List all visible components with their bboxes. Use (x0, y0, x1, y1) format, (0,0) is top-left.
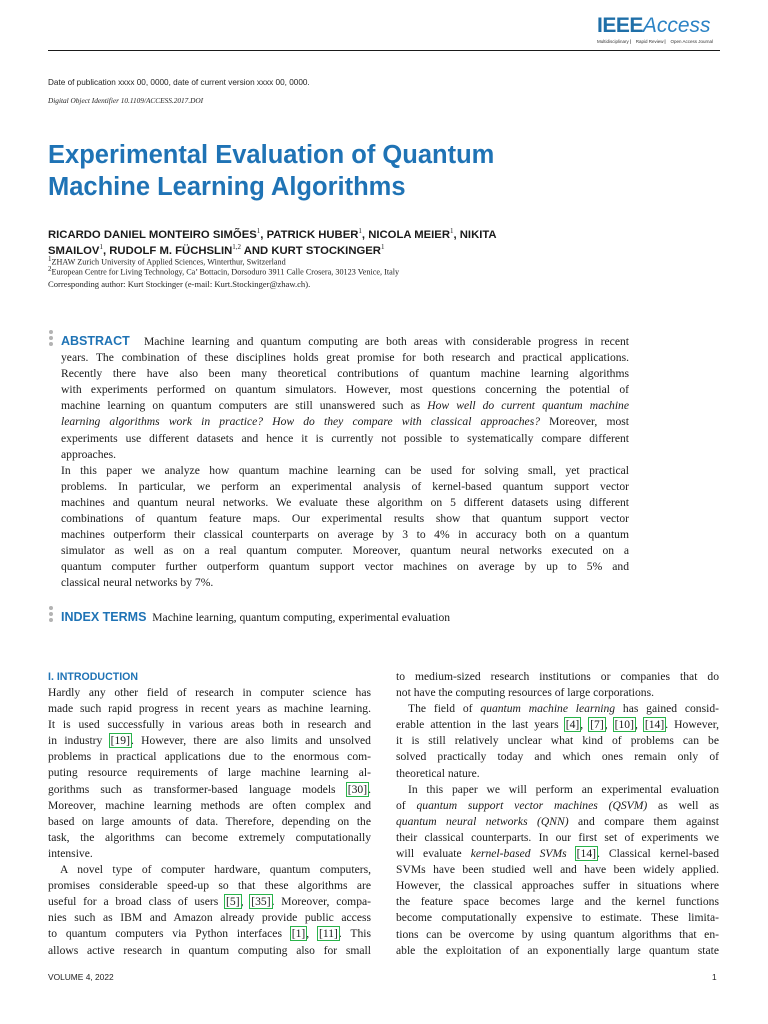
body-line: theoretical nature. (396, 766, 480, 780)
right-column (396, 669, 719, 959)
paper-title (48, 139, 708, 203)
citation-link[interactable]: [5] (226, 895, 240, 909)
citation-link[interactable]: [35] (251, 895, 271, 909)
body-line: Hardly any other field of research in computer science has (48, 686, 371, 699)
abstract-line: years. The combination of these disciplines holds great promise for both research and practical applications. (61, 351, 629, 365)
citation-link[interactable]: [14] (644, 718, 665, 732)
section-heading-introduction: I. INTRODUCTION (48, 671, 139, 683)
citation-link[interactable]: [4] (565, 718, 580, 732)
abstract-line: with experiments performed on quantum simulators. However, most questions concerning the potential of (61, 383, 629, 397)
abstract-line: simulator as well as on a real quantum computer. Moreover, quantum neural networks executed on a (61, 544, 629, 558)
body-line: puting resource requirements of large machine learning al- (48, 766, 371, 780)
body-line: in industry [19]. However, there are also limits and unsolved (48, 734, 371, 748)
body-line: task, the algorithms can become extremely computationally (48, 830, 371, 844)
body-line: promises considerable speed-up so that these algorithms are (48, 879, 371, 893)
body-line: It is used successfully in various areas both in research and (48, 718, 371, 732)
authors-line-1: RICARDO DANIEL MONTEIRO SIMÕES$^1$, PATRICK HUBER$^1$, NICOLA MEIER$^1$, NIKITA (48, 227, 497, 241)
header-divider (48, 50, 720, 51)
journal-logo (597, 14, 717, 48)
body-line: it is still relatively unclear what kind of problems can be (396, 734, 719, 748)
citation-link[interactable]: [11] (319, 927, 338, 941)
index-terms-text: Machine learning, quantum computing, experimental evaluation (152, 611, 451, 624)
title-line-1: Experimental Evaluation of Quantum (48, 141, 495, 169)
left-column (48, 685, 371, 959)
abstract-line: machines outperform their classical counterparts on average by 3 to 4% in accuracy both on a quantum (61, 528, 629, 542)
index-terms-marker-icon (49, 606, 54, 624)
citation-link[interactable]: [7] (590, 718, 604, 732)
abstract-line: machine learning on quantum computers are still unanswered such as How well do current quantum machine (61, 399, 629, 413)
citation-link[interactable]: [1] (291, 927, 306, 941)
affiliation-1: $^1$ZHAW Zurich University of Applied Sciences, Winterthur, Switzerland (48, 255, 286, 267)
body-line: able the exploitation of an exponentially large quantum state (396, 943, 719, 957)
body-line: the feature space becomes large and the kernel functions (396, 895, 719, 909)
logo-tagline: Multidisciplinary ⎸ Rapid Review ⎸ Open Access Journal (597, 39, 714, 44)
body-line: made such rapid progress in recent years as machine learning. (48, 702, 371, 716)
body-line: allows active research in quantum computing also for small (48, 943, 371, 957)
body-line: will evaluate kernel-based SVMs [14]. Classical kernel-based (396, 847, 719, 861)
logo-wordmark: IEEEAccess (597, 14, 711, 37)
abstract-line: learning algorithms work in practice? How do they compare with classical approaches? Moreover, most (61, 415, 629, 429)
citation-link[interactable]: [19] (110, 734, 130, 748)
index-terms-label: INDEX TERMS (61, 610, 147, 624)
abstract-line: In this paper we analyze how quantum machine learning can be used for solving small, yet practical (61, 463, 629, 477)
body-line: problems in practical applications due to the enormous com- (48, 750, 371, 764)
abstract-line: machines and quantum neural networks. We evaluate these algorithm on 5 different datasets using different (61, 495, 629, 509)
body-line: quantum neural networks (QNN) and compare them against (396, 814, 720, 828)
body-line: of quantum support vector machines (QSVM) as well as (396, 798, 719, 812)
title-line-2: Machine Learning Algorithms (48, 173, 406, 201)
body-line: gorithms such as transformer-based language models [30]. (48, 782, 371, 796)
body-line: useful for a broad class of users [5], [35]. Moreover, compa- (48, 895, 372, 909)
abstract-line: experiments use different datasets and hence it is currently not possible to systematically compare different (61, 431, 629, 445)
abstract-line: approaches. (61, 447, 117, 461)
citation-link[interactable]: [30] (347, 782, 368, 796)
footer-volume: VOLUME 4, 2022 (48, 972, 114, 982)
body-line: However, the classical approaches suffer in situations where (396, 879, 719, 893)
corresponding-author: Corresponding author: Kurt Stockinger (e-mail: Kurt.Stockinger@zhaw.ch). (48, 279, 311, 289)
body-line: SVMs have been studied well and have been widely applied. (396, 863, 719, 877)
page-number: 1 (712, 972, 717, 982)
body-line: based on large amounts of data. Therefore, depending on the (48, 814, 371, 828)
body-line: intensive. (48, 846, 93, 860)
body-line: not have the computing resources of large corporations. (396, 686, 654, 700)
abstract-line: problems. In particular, we perform an experimental analysis of kernel-based quantum support vector (61, 479, 629, 493)
body-line: their classical counterparts. In our first set of experiments we (396, 830, 719, 844)
affiliation-2: $^2$European Centre for Living Technology, Ca’ Bottacin, Dorsoduro 3911 Calle Crosera, 30123 Venice, Italy (48, 265, 400, 277)
body-line: to quantum computers via Python interfaces [1], [11]. This (48, 927, 371, 941)
abstract-marker-icon (49, 330, 54, 348)
abstract-line: classical neural networks by 7%. (61, 576, 214, 590)
body-line: erable attention in the last years [4], [7], [10], [14]. However, (396, 718, 720, 732)
body-line: become computationally expensive to estimate. These limita- (396, 911, 719, 925)
body-line: In this paper we will perform an experimental evaluation (408, 782, 719, 796)
index-terms (61, 609, 629, 626)
abstract-line: Recently there have also been many theoretical contributions of quantum machine learning algorithms (61, 367, 629, 381)
body-line: nies such as IBM and Amazon already provide public access (48, 911, 371, 925)
citation-link[interactable]: [14] (576, 847, 596, 861)
abstract-label: ABSTRACT (61, 334, 130, 348)
body-line: tions can be overcome by using quantum algorithms that en- (396, 927, 719, 941)
doi: Digital Object Identifier 10.1109/ACCESS.2017.DOI (48, 96, 204, 105)
body-line: Moreover, machine learning methods are often complex and (48, 798, 371, 812)
abstract (61, 333, 629, 592)
body-line: The field of quantum machine learning has gained consid- (408, 702, 719, 716)
citation-link[interactable]: [10] (614, 718, 634, 732)
publication-date: Date of publication xxxx 00, 0000, date of current version xxxx 00, 0000. (48, 78, 310, 87)
body-line: solved practically today and which ones remain only of (396, 750, 719, 764)
abstract-line: quantum computer further outperform quantum support vector machines on average by up to 5% and (61, 560, 629, 574)
body-line: A novel type of computer hardware, quantum computers, (60, 863, 371, 877)
abstract-line: combinations of quantum feature maps. Our experimental results show that quantum support vector (61, 512, 629, 526)
abstract-line: ABSTRACT Machine learning and quantum computing are both areas with considerable progress in recent (61, 334, 629, 348)
authors-line-2: SMAILOV$^1$, RUDOLF M. FÜCHSLIN$^{1,2}$ AND KURT STOCKINGER$^1$ (48, 243, 385, 257)
body-line: to medium-sized research institutions or companies that do (396, 670, 719, 683)
